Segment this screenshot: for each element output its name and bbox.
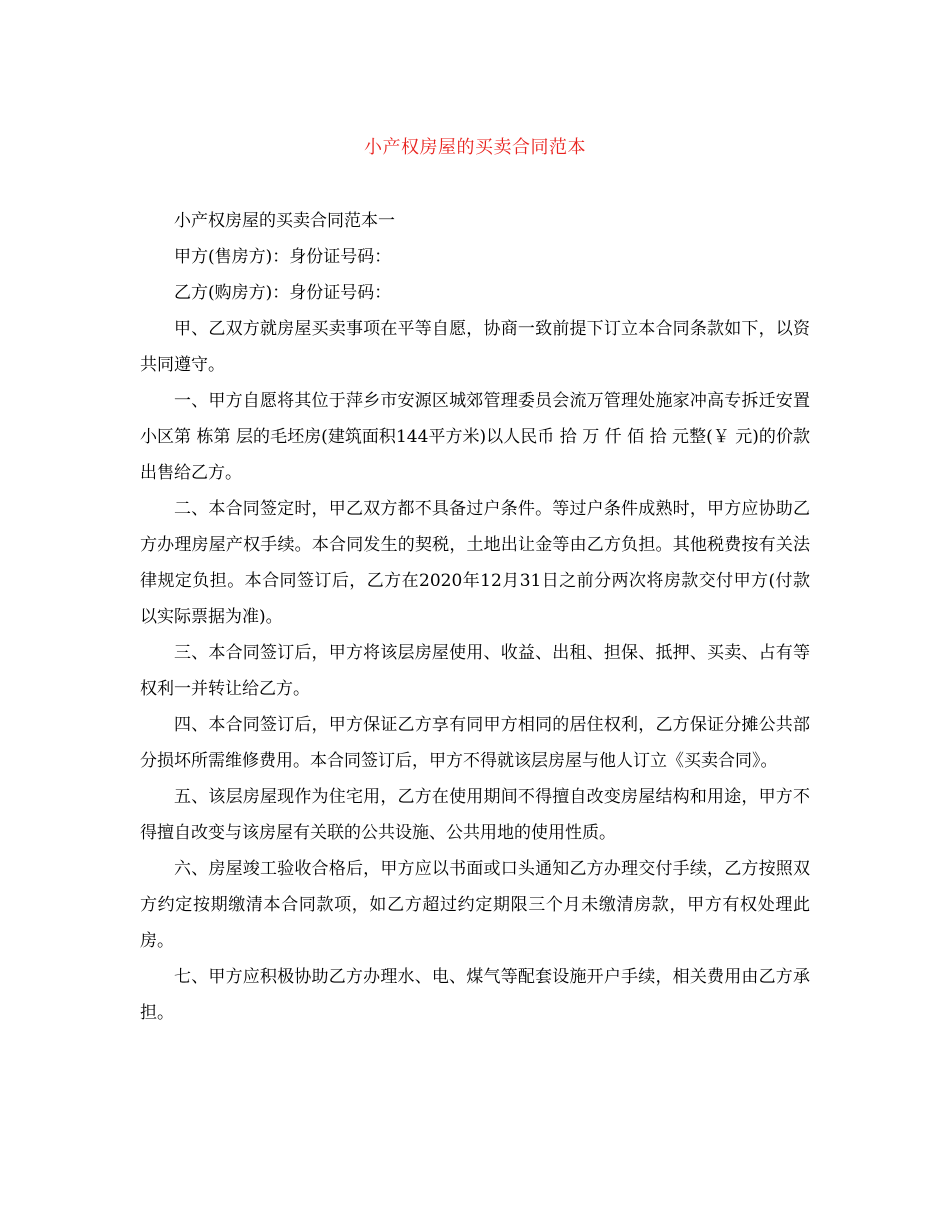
paragraph-clause-3: 三、本合同签订后，甲方将该层房屋使用、收益、出租、担保、抵押、买卖、占有等权利一并转让给乙方。 (140, 643, 810, 699)
paragraph-clause-7: 七、甲方应积极协助乙方办理水、电、煤气等配套设施开户手续，相关费用由乙方承担。 (140, 967, 810, 1023)
paragraph-clause-1: 一、甲方自愿将其位于萍乡市安源区城郊管理委员会流万管理处施家冲高专拆迁安置小区第 栋第 层的毛坯房(建筑面积144平方米)以人民币 拾 万 仟 佰 拾 元整(￥ 元)的价款出售给乙方。 (140, 391, 810, 483)
paragraph-heading: 小产权房屋的买卖合同范本一 (174, 211, 395, 231)
paragraph-clause-4: 四、本合同签订后，甲方保证乙方享有同甲方相同的居住权利，乙方保证分摊公共部分损坏所需维修费用。本合同签订后，甲方不得就该层房屋与他人订立《买卖合同》。 (140, 715, 810, 771)
document-body (140, 203, 810, 1031)
paragraph-clause-6: 六、房屋竣工验收合格后，甲方应以书面或口头通知乙方办理交付手续，乙方按照双方约定按期缴清本合同款项，如乙方超过约定期限三个月未缴清房款，甲方有权处理此房。 (140, 859, 810, 951)
paragraph-clause-2: 二、本合同签定时，甲乙双方都不具备过户条件。等过户条件成熟时，甲方应协助乙方办理房屋产权手续。本合同发生的契税，土地出让金等由乙方负担。其他税费按有关法律规定负担。本合同签订后，乙方在2020年12月31日之前分两次将房款交付甲方(付款以实际票据为准)。 (140, 499, 810, 627)
paragraph-clause-5: 五、该层房屋现作为住宅用，乙方在使用期间不得擅自改变房屋结构和用途，甲方不得擅自改变与该房屋有关联的公共设施、公共用地的使用性质。 (140, 787, 810, 843)
paragraph-party-b: 乙方(购房方)：身份证号码： (174, 283, 392, 303)
paragraph-party-a: 甲方(售房方)：身份证号码： (174, 247, 392, 267)
document-title: 小产权房屋的买卖合同范本 (364, 137, 586, 158)
paragraph-preamble: 甲、乙双方就房屋买卖事项在平等自愿，协商一致前提下订立本合同条款如下，以资共同遵守。 (140, 319, 810, 375)
